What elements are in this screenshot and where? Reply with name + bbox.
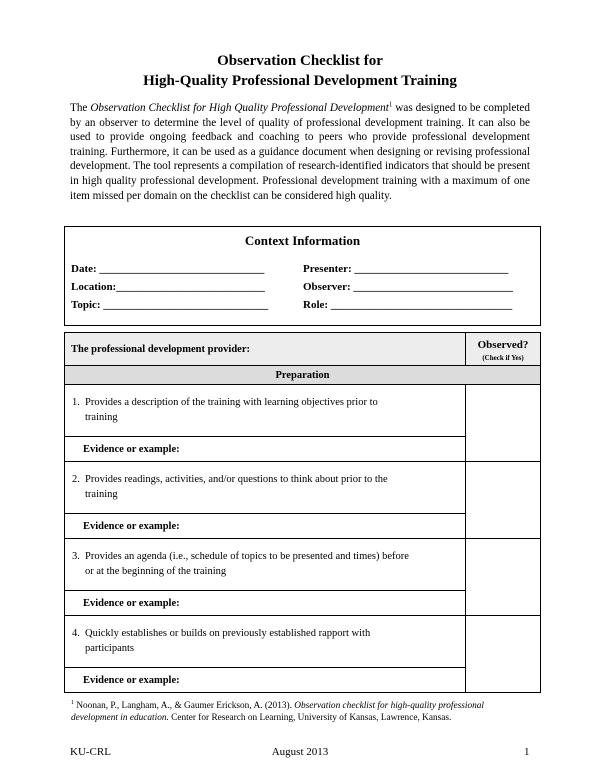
observed-sublabel: (Check if Yes) bbox=[482, 353, 524, 362]
footnote bbox=[71, 697, 531, 724]
date-field[interactable]: Date: ______________________________ bbox=[71, 263, 265, 275]
item-text-cont: training bbox=[85, 488, 118, 500]
intro-italic-title: Observation Checklist for High Quality Professional Development bbox=[90, 102, 389, 114]
intro-paragraph bbox=[70, 101, 530, 203]
item-text-cont: participants bbox=[85, 642, 134, 654]
provider-header: The professional development provider: bbox=[65, 333, 466, 366]
section-row bbox=[65, 366, 541, 385]
item-text: Provides an agenda (i.e., schedule of topics to be presented and times) before bbox=[85, 551, 409, 562]
footer-date: August 2013 bbox=[271, 746, 329, 758]
footnote-publisher: Center for Research on Learning, University of Kansas, Lawrence, Kansas. bbox=[168, 713, 452, 724]
document-title bbox=[0, 51, 600, 91]
item-text: Provides a description of the training with learning objectives prior to bbox=[85, 397, 378, 408]
item-number: 3. bbox=[72, 551, 80, 562]
page-number: 1 bbox=[524, 746, 530, 758]
title-line-2: High-Quality Professional Development Training bbox=[143, 73, 457, 89]
context-title: Context Information bbox=[244, 233, 361, 248]
item-number: 2. bbox=[72, 474, 80, 485]
observer-field[interactable]: Observer: _____________________________ bbox=[303, 281, 513, 293]
footnote-title: Observation checklist for high-quality professional development in education. bbox=[71, 701, 484, 724]
observed-checkbox-1[interactable] bbox=[466, 385, 541, 462]
footnote-authors: Noonan, P., Langham, A., & Gaumer Erickson, A. (2013). bbox=[74, 701, 295, 712]
observed-checkbox-3[interactable] bbox=[466, 539, 541, 616]
item-number: 4. bbox=[72, 628, 80, 639]
observed-header bbox=[466, 333, 541, 366]
evidence-field-3[interactable]: Evidence or example: bbox=[65, 591, 466, 616]
section-preparation: Preparation bbox=[65, 366, 541, 385]
title-line-1: Observation Checklist for bbox=[217, 53, 383, 69]
checklist-item-2 bbox=[65, 462, 466, 514]
presenter-field[interactable]: Presenter: ____________________________ bbox=[303, 263, 509, 275]
evidence-field-4[interactable]: Evidence or example: bbox=[65, 668, 466, 693]
item-number: 1. bbox=[72, 397, 80, 408]
evidence-field-1[interactable]: Evidence or example: bbox=[65, 437, 466, 462]
checklist-item-row bbox=[65, 385, 541, 437]
footer-org: KU-CRL bbox=[70, 746, 111, 758]
item-text-cont: or at the beginning of the training bbox=[85, 565, 227, 577]
location-field[interactable]: Location:___________________________ bbox=[71, 281, 265, 293]
role-field[interactable]: Role: _________________________________ bbox=[303, 299, 513, 311]
footnote-divider bbox=[71, 692, 214, 693]
checklist-item-row bbox=[65, 539, 541, 591]
observation-checklist-table bbox=[64, 332, 541, 693]
checklist-item-3 bbox=[65, 539, 466, 591]
intro-prefix: The bbox=[70, 102, 91, 114]
observed-label: Observed? bbox=[477, 338, 529, 351]
observed-checkbox-4[interactable] bbox=[466, 616, 541, 693]
item-text: Quickly establishes or builds on previously established rapport with bbox=[85, 628, 371, 639]
checklist-item-row bbox=[65, 462, 541, 514]
item-text-cont: training bbox=[85, 411, 118, 423]
topic-field[interactable]: Topic: ______________________________ bbox=[71, 299, 269, 311]
observed-checkbox-2[interactable] bbox=[466, 462, 541, 539]
context-information-box bbox=[64, 226, 541, 326]
footnote-marker: 1 bbox=[71, 700, 74, 706]
intro-footnote-ref: 1 bbox=[388, 100, 393, 109]
checklist-item-row bbox=[65, 616, 541, 668]
checklist-item-4 bbox=[65, 616, 466, 668]
item-text: Provides readings, activities, and/or questions to think about prior to the bbox=[85, 474, 388, 485]
checklist-item-1 bbox=[65, 385, 466, 437]
intro-body: was designed to be completed by an observer to determine the level of quality of professional development training. It can also be used to provide ongoing feedback and coaching to peers who provide professional development training. Furthermore, it can be used as a guidance document when designing or revising professional development. The tool represents a compilation of research-identified indicators that should be present in high quality professional development. Professional development training with a maximum of one item missed per domain on the checklist can be considered high quality. bbox=[70, 102, 530, 202]
evidence-field-2[interactable]: Evidence or example: bbox=[65, 514, 466, 539]
table-header-row bbox=[65, 333, 541, 366]
